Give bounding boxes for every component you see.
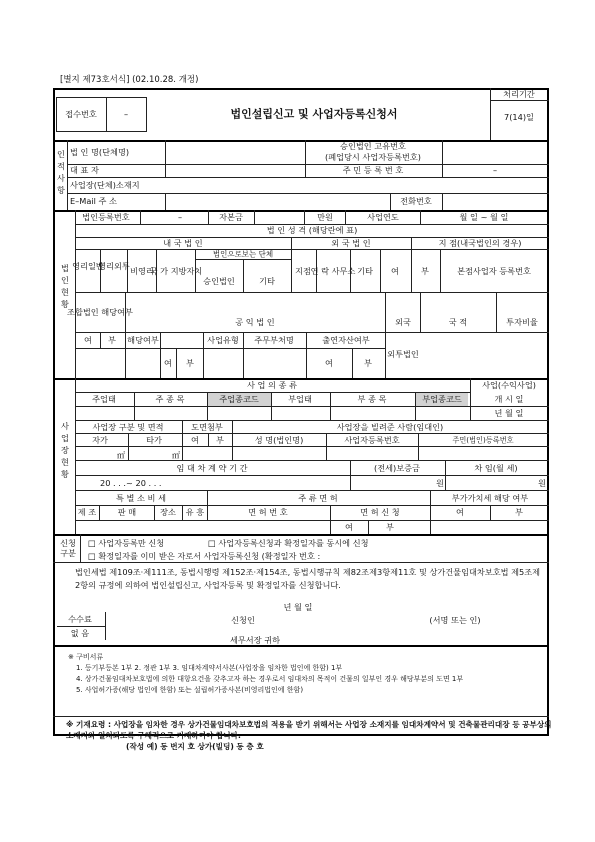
site-area-label: 사업장 구분 및 면적 xyxy=(92,421,164,432)
manufacture-label: 제 조 xyxy=(77,506,97,517)
start-label: 개 시 일 xyxy=(494,393,524,404)
domestic-corp-label: 내 국 법 인 xyxy=(163,237,203,248)
notes-item-1: 1. 등기부등본 1부 2. 정관 1부 3. 임대차계약서사본(사업장을 임차한 법인에 한함) 1부 xyxy=(76,664,343,672)
hq-biz-no: 본점사업자 등록번호 xyxy=(457,265,531,276)
start-date-label: 사업(수익사업) xyxy=(482,379,536,390)
main-item-label: 주 종 목 xyxy=(155,393,185,404)
application-option-1[interactable]: □ 사업자등록만 신청 xyxy=(88,537,165,548)
processing-value: 7(14)일 xyxy=(504,111,534,122)
vat-group-label: 부가가치세 해당 여부 xyxy=(451,492,529,503)
fee-label: 수수료 xyxy=(68,613,92,624)
license-no: 부 xyxy=(386,521,394,532)
liquor-label: 주 류 면 허 xyxy=(298,492,338,503)
applicable-yes: 여 xyxy=(164,357,172,368)
fiscal-year-label: 사업연도 xyxy=(367,211,399,222)
lessor-bizno-label: 사업자등록번호 xyxy=(344,434,400,445)
venue-label: 장소 xyxy=(160,506,176,517)
branch-office: 지점 xyxy=(295,265,311,276)
resident-no-label: 주 민 등 록 번 호 xyxy=(342,164,404,175)
applicable-label: 해당여부 xyxy=(127,334,159,345)
corp-nature-label: 법 인 성 격 (해당란에 표) xyxy=(266,224,358,235)
rent-label: 타가 xyxy=(146,434,162,445)
approval-no-label: 승인법인 고유번호 xyxy=(340,140,406,151)
drawing-label: 도면첨부 xyxy=(191,421,223,432)
reception-value: – xyxy=(123,108,129,119)
own-label: 자가 xyxy=(92,434,108,445)
other-corp: 기타 xyxy=(259,275,275,286)
invest-ratio-label: 투자비율 xyxy=(506,316,538,327)
reg-no-dash: – xyxy=(177,211,183,222)
notes-item-2: 4. 상가건물임대차보호법에 의한 대항요건을 갖추고자 하는 경우로서 임대차의 목적이 건물의 일부인 경우 해당부분의 도면 1부 xyxy=(76,675,464,683)
signature-label: (서명 또는 인) xyxy=(429,614,481,625)
main-type-label: 주업태 xyxy=(92,393,116,404)
capital-label: 자본금 xyxy=(219,211,243,222)
application-date: 년 월 일 xyxy=(283,601,313,612)
required-documents xyxy=(68,652,548,696)
ministry-label: 주무부처명 xyxy=(254,334,294,345)
lessor-name-label: 성 명(법인명) xyxy=(254,434,304,445)
license-yes: 여 xyxy=(345,521,353,532)
excise-label: 특 별 소 비 세 xyxy=(116,492,166,503)
application-option-2[interactable]: □ 사업자등록신청과 확정일자를 동시에 신청 xyxy=(208,537,369,548)
tax-office-label: 세무서장 귀하 xyxy=(229,634,281,645)
deposit-label: (전세)보증금 xyxy=(374,462,420,473)
license-apply-label: 면 허 신 청 xyxy=(360,506,400,517)
nonprofit: 비영리 xyxy=(130,265,154,276)
foreign-invest-label: 외투법인 xyxy=(387,348,419,359)
deposit-won: 원 xyxy=(436,477,444,488)
applicant-label: 신청인 xyxy=(231,614,255,625)
foreign-label: 외국 xyxy=(395,316,411,327)
coop-no: 부 xyxy=(108,334,116,345)
form-reference: [별지 제73호서식] (02.10.28. 개정) xyxy=(60,74,199,85)
contribution-no: 부 xyxy=(364,357,372,368)
application-option-3[interactable]: □ 확정일자를 이미 받은 자로서 사업자등록신청 (확정일자 번호 : xyxy=(88,550,321,561)
sale-label: 판 매 xyxy=(117,506,137,517)
drawing-no: 부 xyxy=(216,434,224,445)
address-label: 사업장(단체)소재지 xyxy=(70,179,140,190)
liaison-office: 연 락 사무소 xyxy=(310,265,356,276)
monthly-label: 차 임(월 세) xyxy=(474,462,518,473)
sub-item-label: 부 종 목 xyxy=(357,393,387,404)
lessor-id-label: 주민(법인)등록번호 xyxy=(452,435,514,445)
email-label: E–Mail 주 소 xyxy=(70,195,117,206)
writing-guide-example: (작성 예) 동 번지 호 상가(빌딩) 동 층 호 xyxy=(126,742,264,751)
applicant-side-label: 인적사항 xyxy=(57,149,65,195)
site-side-label: 사업장현황 xyxy=(61,421,69,479)
own-sqm: ㎡ xyxy=(116,449,126,460)
notes-title: ※ 구비서류 xyxy=(68,653,104,661)
vat-no: 부 xyxy=(515,506,523,517)
branch-no: 부 xyxy=(421,265,429,276)
resident-dash: – xyxy=(492,164,498,175)
notes-item-3: 5. 사업허가증(해당 법인에 한함) 또는 설립허가증사본(비영리법인에 한함) xyxy=(76,686,304,694)
biz-kind-label: 사 업 의 종 류 xyxy=(247,379,297,390)
lessor-label: 사업장을 빌려준 사람(임대인) xyxy=(336,421,444,432)
approved-corp: 승인법인 xyxy=(203,275,235,286)
sub-type-label: 부업태 xyxy=(288,393,312,404)
national-local: 국 가 지방자치 xyxy=(149,265,203,276)
sub-code-label: 부업종코드 xyxy=(422,393,462,404)
biz-type-label: 사업유형 xyxy=(207,334,239,345)
lease-dates: 20 . . .~ 20 . . . xyxy=(100,477,162,488)
vat-yes: 여 xyxy=(456,506,464,517)
fee-value: 없 음 xyxy=(70,627,90,638)
coop-label: 조합법인 해당여부 xyxy=(67,306,133,317)
fiscal-period: 월 일 ~ 월 일 xyxy=(459,211,509,222)
main-code-label: 주업종코드 xyxy=(219,393,259,404)
start-ymd: 년 월 일 xyxy=(494,407,524,418)
writing-guide-text: ※ 기재요령 : 사업장을 임차한 경우 상가건물임대차보호법의 적용을 받기 위해서는 사업장 소재지를 임대차계약서 및 건축물관리대장 등 공부상의 소재지와 일치되도록 구체적으로 기재하여야 합니다. xyxy=(66,720,552,740)
reception-label: 접수번호 xyxy=(65,108,97,119)
branch-label: 지 점(내국법인의 경우) xyxy=(438,237,522,248)
rep-label: 대 표 자 xyxy=(70,164,99,175)
corp-name-label: 법 인 명(단체명) xyxy=(70,146,130,157)
contribution-yes: 여 xyxy=(325,357,333,368)
foreign-corp-label: 외 국 법 인 xyxy=(331,237,371,248)
corp-side-label: 법인현황 xyxy=(61,263,69,309)
rent-sqm: ㎡ xyxy=(171,449,181,460)
coop-yes: 여 xyxy=(84,334,92,345)
application-type-label: 신청구분 xyxy=(60,538,76,558)
writing-guide xyxy=(66,719,552,752)
deemed-corp: 법인으로보는 단체 xyxy=(212,249,274,259)
drawing-yes: 여 xyxy=(191,434,199,445)
phone-label: 전화번호 xyxy=(400,195,432,206)
public-interest-label: 공 익 법 인 xyxy=(235,316,275,327)
processing-label: 처리기간 xyxy=(503,88,535,99)
approval-no-sub: (폐업당시 사업자등록번호) xyxy=(325,151,421,162)
form-title: 법인설립신고 및 사업자등록신청서 xyxy=(230,107,398,121)
foreign-other: 기타 xyxy=(357,265,373,276)
application-statement: 법인세법 제109조·제111조, 동법시행령 제152조·제154조, 동법시행규칙 제82조제3항제11호 및 상가건물임대차보호법 제5조제2항의 규정에 의하여 법인설립신고, 사업자등록 및 확정일자를 신청합니다. xyxy=(75,567,541,590)
branch-yes: 여 xyxy=(391,265,399,276)
profit-foreign: 영리외투 xyxy=(98,260,130,271)
contribution-label: 출연자산여부 xyxy=(322,334,370,345)
license-no-label: 면 허 번 호 xyxy=(248,506,288,517)
monthly-won: 원 xyxy=(538,477,546,488)
reg-no-label: 법인등록번호 xyxy=(82,211,130,222)
applicable-no: 부 xyxy=(186,357,194,368)
entertain-label: 유 흥 xyxy=(185,506,205,517)
capital-unit: 만원 xyxy=(317,211,333,222)
nationality-label: 국 적 xyxy=(448,316,468,327)
profit-general: 영리일반 xyxy=(72,260,104,271)
lease-period-label: 임 대 차 계 약 기 간 xyxy=(176,462,248,473)
